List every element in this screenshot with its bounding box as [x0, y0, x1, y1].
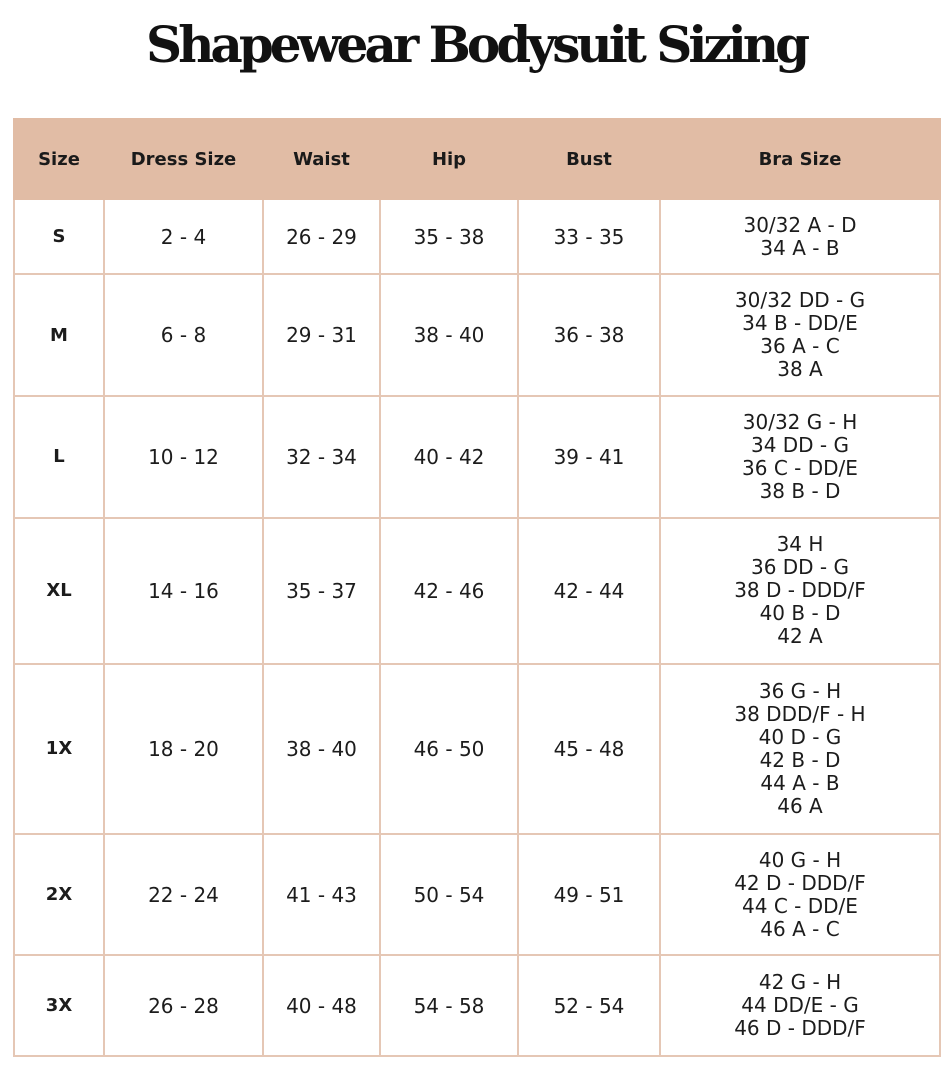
bra-size-line: 42 B - D	[759, 747, 841, 772]
bra-size-line: 38 D - DDD/F	[734, 578, 866, 603]
waist-cell: 38 - 40	[263, 664, 380, 834]
bra-size-line: 46 A - C	[760, 916, 840, 941]
hip-cell: 42 - 46	[380, 518, 518, 664]
hip-cell: 40 - 42	[380, 396, 518, 518]
hip-cell: 54 - 58	[380, 955, 518, 1056]
size-cell: M	[14, 274, 104, 396]
dress-size-cell: 10 - 12	[104, 396, 263, 518]
bra-size-line: 36 A - C	[760, 334, 840, 359]
hip-cell: 38 - 40	[380, 274, 518, 396]
bra-size-line: 36 C - DD/E	[742, 455, 858, 480]
bra-size-line: 44 C - DD/E	[742, 893, 858, 918]
bra-size-line: 34 DD - G	[750, 432, 850, 457]
table-row	[14, 955, 940, 1056]
bra-size-line: 36 DD - G	[750, 555, 850, 580]
bust-cell: 49 - 51	[518, 834, 660, 956]
table-row	[14, 274, 940, 396]
bra-size-line: 30/32 A - D	[743, 212, 857, 237]
bra-size-line: 40 B - D	[759, 601, 841, 626]
bra-size-line: 34 A - B	[760, 235, 840, 260]
table-row	[14, 518, 940, 664]
header-size: Size	[14, 119, 104, 199]
waist-cell: 41 - 43	[263, 834, 380, 956]
dress-size-cell: 22 - 24	[104, 834, 263, 956]
size-cell: S	[14, 199, 104, 274]
bra-size-cell	[660, 518, 940, 664]
table-row	[14, 199, 940, 274]
size-cell: L	[14, 396, 104, 518]
bra-size-line: 42 A	[777, 624, 823, 649]
waist-cell: 32 - 34	[263, 396, 380, 518]
bust-cell: 52 - 54	[518, 955, 660, 1056]
header-waist: Waist	[263, 119, 380, 199]
size-cell: 1X	[14, 664, 104, 834]
table-row	[14, 834, 940, 956]
bra-size-line: 30/32 G - H	[742, 409, 858, 434]
table-row	[14, 396, 940, 518]
bra-size-line: 38 B - D	[759, 478, 841, 503]
dress-size-cell: 14 - 16	[104, 518, 263, 664]
bust-cell: 45 - 48	[518, 664, 660, 834]
bust-cell: 39 - 41	[518, 396, 660, 518]
bra-size-line: 36 G - H	[758, 678, 842, 703]
size-cell: XL	[14, 518, 104, 664]
dress-size-cell: 26 - 28	[104, 955, 263, 1056]
header-row	[14, 119, 940, 199]
bra-size-cell	[660, 274, 940, 396]
dress-size-cell: 18 - 20	[104, 664, 263, 834]
bra-size-line: 46 D - DDD/F	[734, 1016, 866, 1041]
bra-size-line: 44 DD/E - G	[741, 993, 859, 1018]
waist-cell: 40 - 48	[263, 955, 380, 1056]
waist-cell: 29 - 31	[263, 274, 380, 396]
bra-size-line: 38 A	[777, 357, 823, 382]
bra-size-cell	[660, 955, 940, 1056]
bra-size-line: 40 G - H	[758, 847, 842, 872]
bra-size-line: 40 D - G	[758, 724, 842, 749]
page-title: Shapewear Bodysuit Sizing	[145, 15, 807, 74]
bra-size-cell	[660, 834, 940, 956]
bra-size-line: 46 A	[777, 793, 823, 818]
hip-cell: 35 - 38	[380, 199, 518, 274]
size-cell: 3X	[14, 955, 104, 1056]
bra-size-line: 34 H	[776, 532, 824, 557]
dress-size-cell: 6 - 8	[104, 274, 263, 396]
bust-cell: 36 - 38	[518, 274, 660, 396]
bra-size-cell	[660, 396, 940, 518]
hip-cell: 50 - 54	[380, 834, 518, 956]
size-chart-table	[13, 118, 941, 1057]
size-cell: 2X	[14, 834, 104, 956]
header-hip: Hip	[380, 119, 518, 199]
bra-size-line: 42 D - DDD/F	[734, 870, 866, 895]
header-bust: Bust	[518, 119, 660, 199]
dress-size-cell: 2 - 4	[104, 199, 263, 274]
hip-cell: 46 - 50	[380, 664, 518, 834]
bra-size-line: 38 DDD/F - H	[734, 701, 866, 726]
bra-size-line: 34 B - DD/E	[742, 311, 858, 336]
header-bra-size: Bra Size	[660, 119, 940, 199]
bra-size-line: 30/32 DD - G	[734, 288, 866, 313]
waist-cell: 26 - 29	[263, 199, 380, 274]
bra-size-line: 44 A - B	[760, 770, 840, 795]
bra-size-line: 42 G - H	[758, 970, 842, 995]
bra-size-cell	[660, 664, 940, 834]
table-row	[14, 664, 940, 834]
bra-size-cell	[660, 199, 940, 274]
bust-cell: 42 - 44	[518, 518, 660, 664]
waist-cell: 35 - 37	[263, 518, 380, 664]
header-dress-size: Dress Size	[104, 119, 263, 199]
bust-cell: 33 - 35	[518, 199, 660, 274]
